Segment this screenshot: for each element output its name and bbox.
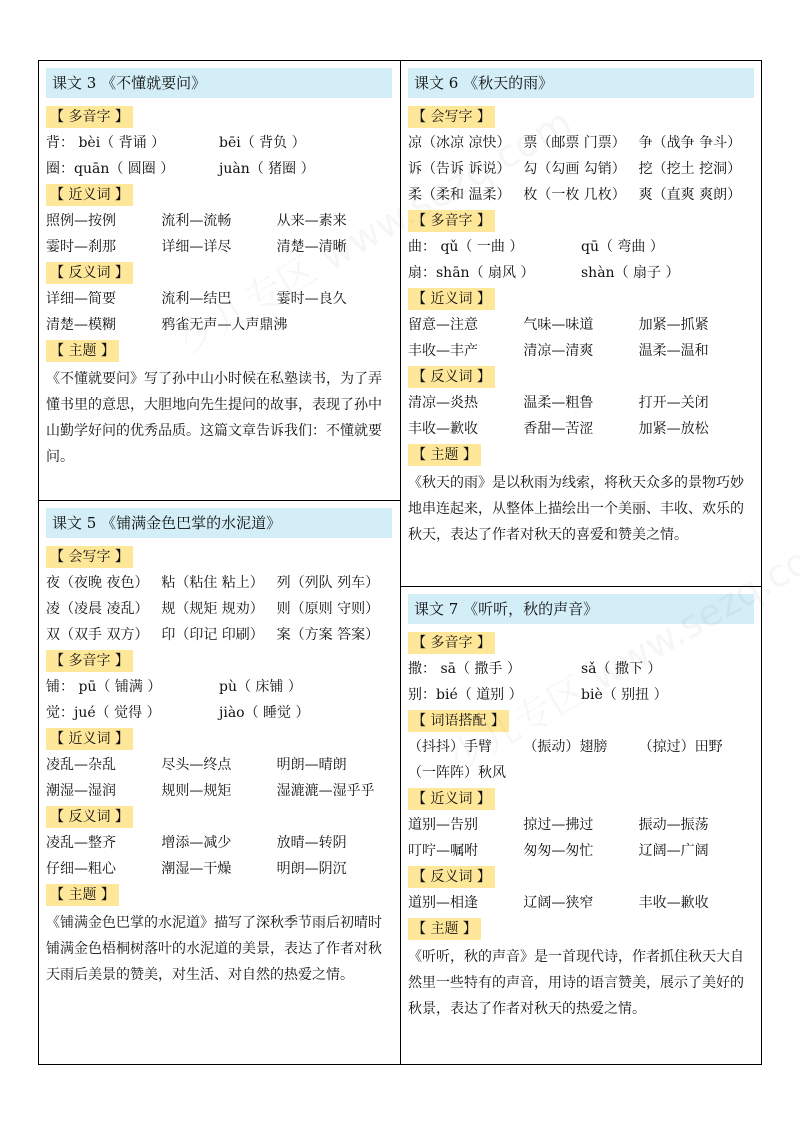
syn-row: 凌乱—杂乱 尽头—终点 明朗—晴朗 [46,757,347,773]
tag-theme: 【 主题 】 [46,340,119,362]
ant-row: 丰收—歉收 香甜—苦涩 加紧—放松 [408,421,709,437]
match-row: （抖抖）手臂 （振动）翅膀 （掠过）田野 [408,739,723,755]
tag-syn: 【 近义词 】 [408,788,495,810]
ant-row: 清楚—模糊 鸦雀无声—人声鼎沸 [46,317,288,333]
ant-row: 详细—简要 流利—结巴 霎时—良久 [46,291,347,307]
write-row: 诉（告诉 诉说） 勾（勾画 勾销） 挖（挖土 挖洞） [408,161,742,177]
syn-row: 霎时—刹那 详细—详尽 清楚—清晰 [46,239,347,255]
tag-syn: 【 近义词 】 [408,288,495,310]
syn-row: 潮湿—湿润 规则—规矩 湿漉漉—湿乎乎 [46,783,375,799]
lesson-3-title: 课文 3 《不懂就要问》 [46,68,392,98]
poly-row: 曲： qǔ（ 一曲 ） qū（ 弯曲 ） [408,239,664,255]
tag-poly: 【 多音字 】 [408,210,495,232]
tag-poly: 【 多音字 】 [408,632,495,654]
ant-row: 道别—相逢 辽阔—狭窄 丰收—歉收 [408,895,709,911]
tag-ant: 【 反义词 】 [408,866,495,888]
lesson-6 [400,60,762,586]
theme-text: 《不懂就要问》写了孙中山小时候在私塾读书，为了弄懂书里的意思，大胆地向先生提问的故事，表现了孙中山勤学好问的优秀品质。这篇文章告诉我们：不懂就要问。 [46,371,382,465]
theme-text: 《听听，秋的声音》是一首现代诗，作者抓住秋天大自然里一些特有的声音，用诗的语言赞美，展示了美好的秋景，表达了作者对秋天的热爱之情。 [408,949,744,1017]
tag-ant: 【 反义词 】 [408,366,495,388]
syn-row: 道别—告别 掠过—拂过 振动—振荡 [408,817,709,833]
poly-row: 扇：shān（ 扇风 ） shàn（ 扇子 ） [408,265,680,281]
tag-match: 【 词语搭配 】 [408,710,509,732]
tag-poly: 【 多音字 】 [46,106,133,128]
theme-text: 《秋天的雨》是以秋雨为线索，将秋天众多的景物巧妙地串连起来，从整体上描绘出一个美丽、丰收、欢乐的秋天，表达了作者对秋天的喜爱和赞美之情。 [408,475,744,543]
match-row: （一阵阵）秋风 [408,765,506,781]
tag-theme: 【 主题 】 [408,918,481,940]
poly-row: 觉：jué（ 觉得 ） jiào（ 睡觉 ） [46,705,310,721]
tag-poly: 【 多音字 】 [46,650,133,672]
tag-write: 【 会写字 】 [46,546,133,568]
syn-row: 丰收—丰产 清凉—清爽 温柔—温和 [408,343,709,359]
lesson-6-title: 课文 6 《秋天的雨》 [408,68,754,98]
poly-row: 撒： sā（ 撒手 ） sǎ（ 撒下 ） [408,661,662,677]
poly-row: 别：bié（ 道别 ） biè（ 别扭 ） [408,687,668,703]
theme-text: 《铺满金色巴掌的水泥道》描写了深秋季节雨后初晴时铺满金色梧桐树落叶的水泥道的美景，表达了作者对秋天雨后美景的赞美，对生活、对自然的热爱之情。 [46,915,382,983]
syn-row: 叮咛—嘱咐 匆匆—匆忙 辽阔—广阔 [408,843,709,859]
lesson-7-title: 课文 7 《听听，秋的声音》 [408,594,754,624]
lesson-5-title: 课文 5 《铺满金色巴掌的水泥道》 [46,508,392,538]
tag-ant: 【 反义词 】 [46,806,133,828]
tag-syn: 【 近义词 】 [46,184,133,206]
tag-ant: 【 反义词 】 [46,262,133,284]
ant-row: 清凉—炎热 温柔—粗鲁 打开—关闭 [408,395,709,411]
tag-theme: 【 主题 】 [408,444,481,466]
poly-row: 铺： pū（ 铺满 ） pù（ 床铺 ） [46,679,302,695]
lesson-3 [38,60,400,500]
write-row: 柔（柔和 温柔） 枚（一枚 几枚） 爽（直爽 爽朗） [408,187,742,203]
write-row: 凌（凌晨 凌乱） 规（规矩 规劝） 则（原则 守则） [46,601,380,617]
ant-row: 仔细—粗心 潮湿—干燥 明朗—阴沉 [46,861,347,877]
tag-write: 【 会写字 】 [408,106,495,128]
write-row: 凉（冰凉 凉快） 票（邮票 门票） 争（战争 争斗） [408,135,742,151]
tag-syn: 【 近义词 】 [46,728,133,750]
ant-row: 凌乱—整齐 增添—减少 放晴—转阴 [46,835,347,851]
poly-row: 背： bèi（ 背诵 ） bēi（ 背负 ） [46,135,306,151]
tag-theme: 【 主题 】 [46,884,119,906]
write-row: 夜（夜晚 夜色） 粘（粘住 粘上） 列（列队 列车） [46,575,380,591]
lesson-5 [38,500,400,1065]
syn-row: 留意—注意 气味—味道 加紧—抓紧 [408,317,709,333]
poly-row: 圈：quān（ 圆圈 ） juàn（ 猪圈 ） [46,161,315,177]
syn-row: 照例—按例 流利—流畅 从来—素来 [46,213,347,229]
write-row: 双（双手 双方） 印（印记 印刷） 案（方案 答案） [46,627,380,643]
